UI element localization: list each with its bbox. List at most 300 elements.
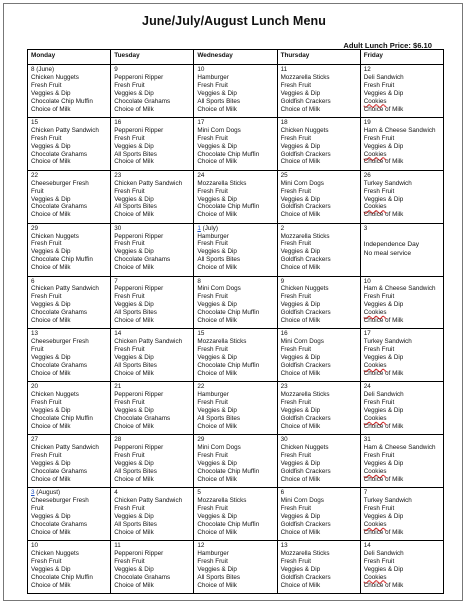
day-number: 20 [31,383,39,391]
menu-item: Pepperoni Ripper [114,549,164,557]
day-number: 2 [280,224,285,232]
menu-item: Choice of Milk [31,475,71,483]
menu-item: Veggies & Dip [197,459,237,467]
menu-item: Veggies & Dip [363,354,404,362]
day-number: 17 [363,330,371,338]
menu-item: Choice of Milk [31,528,71,536]
menu-item: Chocolate Grahams [31,203,87,211]
menu-item: Veggies & Dip [114,195,154,203]
menu-item: Fresh Fruit [197,452,228,460]
menu-item: Fresh Fruit [114,134,145,142]
menu-item: Veggies & Dip [280,142,321,150]
menu-item: Choice of Milk [363,475,404,483]
menu-day-cell [111,541,194,594]
menu-item: Mini Corn Dogs [280,497,324,505]
header-tuesday: Tuesday [111,50,194,65]
menu-item: Choice of Milk [114,264,154,272]
day-number: 10 [197,66,205,73]
menu-item: Fresh Fruit [280,187,312,195]
menu-item: Chocolate Chip Muffin [31,256,93,264]
menu-item: Choice of Milk [31,264,71,272]
day-number: 9 [280,277,285,285]
menu-item: Chicken Nuggets [31,232,79,240]
menu-item: Veggies & Dip [363,407,404,415]
menu-item: Fresh Fruit [363,399,395,407]
menu-day-cell [194,117,277,170]
menu-item: Fresh Fruit [114,293,145,301]
day-number: 31 [363,436,371,444]
menu-item: Veggies & Dip [31,459,71,467]
menu-item: Choice of Milk [114,369,154,377]
menu-item: Choice of Milk [114,317,154,325]
menu-item: Veggies & Dip [197,565,237,573]
menu-day-cell [28,117,111,170]
menu-item: Choice of Milk [280,422,321,430]
menu-item: Veggies & Dip [114,459,154,467]
menu-item: Ham & Cheese Sandwich [363,126,436,134]
menu-item: Deli Sandwich [363,391,404,399]
menu-item: Cookies [363,203,387,211]
day-number: 7 [363,489,368,497]
menu-day-cell [194,329,277,382]
menu-item: Cookies [363,573,387,581]
menu-day-cell [360,435,443,488]
menu-item: Fruit [31,187,44,195]
menu-item: Veggies & Dip [363,512,404,520]
menu-item: Veggies & Dip [363,565,404,573]
menu-item: Pepperoni Ripper [114,285,164,293]
menu-item: Ham & Cheese Sandwich [363,444,436,452]
day-number: 8 (June) [31,66,55,73]
menu-item: Goldfish Crackers [280,362,331,370]
menu-item: Cheeseburger Fresh [31,497,89,505]
day-number: 4 [114,489,118,497]
menu-item: Choice of Milk [114,581,154,589]
menu-item: Choice of Milk [363,211,404,219]
menu-item: Veggies & Dip [280,248,321,256]
page-title: June/July/August Lunch Menu [142,14,326,28]
menu-item: Choice of Milk [280,158,321,166]
menu-item: All Sports Bites [114,467,157,475]
day-number: 17 [197,118,205,126]
menu-item: Cookies [363,414,387,422]
menu-item: Choice of Milk [197,581,237,589]
menu-item: Choice of Milk [114,158,154,166]
menu-day-cell [277,541,360,594]
menu-item: Veggies & Dip [280,512,321,520]
day-number: 5 [197,489,201,497]
menu-item: Veggies & Dip [197,354,237,362]
menu-item: Fresh Fruit [31,293,62,301]
menu-day-cell [277,65,360,118]
menu-item: Choice of Milk [363,158,404,166]
day-number: 25 [280,171,288,179]
menu-item: Choice of Milk [114,105,154,113]
day-number: 11 [280,66,288,73]
menu-week-row [28,488,444,541]
menu-item: Veggies & Dip [31,565,71,573]
day-number: 22 [31,171,39,179]
menu-day-cell [194,488,277,541]
menu-item: Hamburger [197,391,229,399]
menu-day-cell [28,541,111,594]
menu-item: All Sports Bites [114,520,157,528]
menu-item: Chocolate Grahams [114,414,171,422]
day-number: 29 [31,224,39,232]
menu-week-row [28,170,444,223]
menu-item: Veggies & Dip [31,512,71,520]
menu-item: Cookies [363,520,387,528]
menu-item: Choice of Milk [197,158,237,166]
menu-day-cell [28,488,111,541]
menu-item: Deli Sandwich [363,549,404,557]
menu-item: Fruit [31,346,44,354]
day-number: 30 [114,224,122,232]
menu-item: Chicken Patty Sandwich [31,285,99,293]
menu-item: Veggies & Dip [31,248,71,256]
holiday-note: No meal service [363,249,412,257]
menu-item: Chicken Nuggets [280,285,329,293]
menu-item: Fresh Fruit [363,452,395,460]
menu-item: Choice of Milk [197,422,237,430]
menu-item: Fresh Fruit [280,399,312,407]
menu-item: Choice of Milk [280,264,321,272]
menu-item: Mozzarella Sticks [280,391,330,399]
menu-day-cell [277,382,360,435]
menu-item: Mozzarella Sticks [197,338,247,346]
menu-day-cell [111,65,194,118]
menu-item: Choice of Milk [280,211,321,219]
menu-day-cell [111,329,194,382]
day-number: 14 [114,330,122,338]
menu-item: Veggies & Dip [31,407,71,415]
menu-day-cell [111,488,194,541]
menu-item: Cookies [363,467,387,475]
menu-item: Choice of Milk [280,581,321,589]
menu-item: Veggies & Dip [363,459,404,467]
day-number: 3 [363,224,368,232]
menu-item: Fresh Fruit [363,81,395,89]
menu-week-row [28,65,444,118]
menu-week-row [28,329,444,382]
menu-item: Fresh Fruit [197,504,228,512]
day-number: 12 [363,66,371,73]
menu-item: Fresh Fruit [197,187,228,195]
menu-item: Chocolate Chip Muffin [31,97,93,105]
menu-day-cell [360,65,443,118]
menu-item: Mini Corn Dogs [197,285,241,293]
day-number: 28 [114,436,122,444]
menu-item: Mini Corn Dogs [280,179,324,187]
menu-item: Choice of Milk [31,422,71,430]
day-number: 13 [31,330,39,338]
menu-item: Choice of Milk [280,369,321,377]
menu-item: Pepperoni Ripper [114,232,164,240]
menu-item: Cheeseburger Fresh [31,338,89,346]
menu-item: Fresh Fruit [363,557,395,565]
menu-item: Choice of Milk [363,105,404,113]
menu-item: Fresh Fruit [280,293,312,301]
menu-day-cell [277,435,360,488]
menu-item: Chicken Nuggets [31,549,79,557]
menu-item: Fresh Fruit [197,81,228,89]
menu-day-cell [28,276,111,329]
menu-item: Chicken Patty Sandwich [114,338,183,346]
day-number: 26 [363,171,371,179]
menu-item: Choice of Milk [363,581,404,589]
day-number: 6 [31,277,35,285]
menu-item: Choice of Milk [197,475,237,483]
menu-item: Veggies & Dip [31,195,71,203]
menu-day-cell [277,329,360,382]
menu-item: Choice of Milk [114,422,154,430]
menu-item: Fresh Fruit [114,452,145,460]
menu-item: Fresh Fruit [31,399,62,407]
day-number: 12 [197,542,205,550]
menu-item: Goldfish Crackers [280,520,331,528]
menu-item: Ham & Cheese Sandwich [363,285,436,293]
menu-item: Fresh Fruit [197,557,228,565]
menu-item: Chocolate Chip Muffin [197,467,260,475]
menu-item: Chocolate Grahams [31,362,87,370]
day-number: 10 [31,542,39,550]
day-number: 10 [363,277,371,285]
menu-item: Veggies & Dip [197,512,237,520]
menu-item: Chocolate Grahams [31,520,87,528]
menu-item: Choice of Milk [31,317,71,325]
menu-item: Veggies & Dip [197,195,237,203]
day-number: 27 [31,436,39,444]
menu-item: Mozzarella Sticks [197,179,247,187]
menu-item: Choice of Milk [363,317,404,325]
menu-item: Pepperoni Ripper [114,391,164,399]
menu-item: Fresh Fruit [280,134,312,142]
menu-item: Fresh Fruit [114,504,145,512]
menu-item: Turkey Sandwich [363,497,412,505]
menu-item: Goldfish Crackers [280,150,331,158]
menu-item: Fresh Fruit [114,346,145,354]
menu-item: Goldfish Crackers [280,256,331,264]
menu-item: Fresh Fruit [31,240,62,248]
day-number: 3 (August) [31,489,61,497]
menu-day-cell [277,223,360,276]
menu-item: Choice of Milk [114,528,154,536]
menu-item: Fruit [31,504,44,512]
menu-item: Fresh Fruit [114,187,145,195]
menu-day-cell [28,223,111,276]
menu-day-cell [360,276,443,329]
menu-item: Chicken Nuggets [31,391,79,399]
menu-item: Chocolate Chip Muffin [197,203,260,211]
header-thursday: Thursday [277,50,360,65]
menu-item: Goldfish Crackers [280,467,331,475]
menu-item: Choice of Milk [197,105,237,113]
menu-day-cell [111,276,194,329]
menu-week-row [28,223,444,276]
menu-item: All Sports Bites [197,573,241,581]
menu-item: Choice of Milk [197,317,237,325]
menu-item: Chocolate Chip Muffin [197,362,260,370]
menu-item: Fresh Fruit [280,81,312,89]
menu-week-row [28,541,444,594]
menu-item: Chocolate Grahams [114,256,171,264]
menu-item: Veggies & Dip [31,142,71,150]
menu-item: Mozzarella Sticks [280,549,330,557]
menu-day-cell [28,435,111,488]
menu-item: Pepperoni Ripper [114,444,164,452]
menu-day-cell [111,435,194,488]
menu-item: Veggies & Dip [363,195,404,203]
menu-item: Cookies [363,97,387,105]
day-number: 8 [197,277,201,285]
menu-item: Turkey Sandwich [363,179,412,187]
menu-item: Veggies & Dip [363,301,404,309]
menu-day-cell [111,170,194,223]
menu-item: Choice of Milk [280,528,321,536]
menu-item: Choice of Milk [31,211,71,219]
menu-item: Veggies & Dip [114,565,154,573]
menu-item: Veggies & Dip [197,89,237,97]
menu-item: Fresh Fruit [31,452,62,460]
day-number: 13 [280,542,288,550]
menu-day-cell [360,170,443,223]
menu-item: Choice of Milk [280,317,321,325]
day-number: 16 [114,118,122,126]
menu-item: Chicken Nuggets [31,73,79,81]
menu-day-cell [277,488,360,541]
menu-item: Veggies & Dip [114,301,154,309]
day-number: 30 [280,436,288,444]
menu-day-cell [194,541,277,594]
menu-item: Fresh Fruit [363,134,395,142]
day-number: 6 [280,489,285,497]
menu-item: Veggies & Dip [197,301,237,309]
day-number: 15 [197,330,205,338]
menu-item: Fresh Fruit [114,81,145,89]
menu-item: Chicken Patty Sandwich [114,179,183,187]
menu-item: Fresh Fruit [280,240,312,248]
menu-item: Goldfish Crackers [280,97,331,105]
day-number: 24 [363,383,371,391]
menu-item: Fresh Fruit [197,134,228,142]
menu-day-cell [194,382,277,435]
menu-day-cell [360,329,443,382]
menu-item: Mozzarella Sticks [280,73,330,81]
menu-item: Veggies & Dip [114,512,154,520]
menu-item: Chocolate Chip Muffin [197,309,260,317]
menu-item: Hamburger [197,549,229,557]
menu-item: Fresh Fruit [197,346,228,354]
menu-item: Mini Corn Dogs [280,338,324,346]
menu-item: Fresh Fruit [363,187,395,195]
menu-item: Pepperoni Ripper [114,126,164,134]
menu-day-cell [194,65,277,118]
menu-item: Veggies & Dip [280,354,321,362]
menu-item: Fresh Fruit [197,293,228,301]
menu-item: Choice of Milk [280,475,321,483]
menu-item: Goldfish Crackers [280,573,331,581]
day-number: 15 [31,118,39,126]
menu-item: Veggies & Dip [114,142,154,150]
menu-item: Choice of Milk [31,158,71,166]
day-number: 19 [363,118,371,126]
menu-item: Fresh Fruit [363,504,395,512]
menu-item: Veggies & Dip [197,142,237,150]
day-number: 7 [114,277,118,285]
day-number: 23 [280,383,288,391]
menu-item: Fresh Fruit [280,504,312,512]
menu-item: All Sports Bites [114,362,157,370]
day-number: 21 [114,383,122,391]
menu-day-cell [360,488,443,541]
menu-item: Choice of Milk [31,369,71,377]
menu-item: Mozzarella Sticks [280,232,330,240]
menu-day-cell [28,170,111,223]
menu-item: Veggies & Dip [280,195,321,203]
menu-item: Cookies [363,362,387,370]
menu-day-cell [360,382,443,435]
menu-item: Choice of Milk [197,264,237,272]
menu-item: Fresh Fruit [280,452,312,460]
header-friday: Friday [360,50,443,65]
menu-item: Veggies & Dip [280,565,321,573]
menu-week-row [28,382,444,435]
menu-item: Cookies [363,150,387,158]
menu-item: Fresh Fruit [280,557,312,565]
menu-item: Chocolate Chip Muffin [197,150,260,158]
menu-item: Fresh Fruit [114,240,145,248]
menu-item: Veggies & Dip [280,459,321,467]
menu-item: Veggies & Dip [363,89,404,97]
menu-item: Mini Corn Dogs [197,126,241,134]
menu-item: Fresh Fruit [31,81,62,89]
menu-day-cell [194,435,277,488]
menu-item: Fresh Fruit [114,557,145,565]
menu-day-cell [194,276,277,329]
menu-item: Veggies & Dip [31,89,71,97]
menu-item: Veggies & Dip [197,248,237,256]
day-number: 24 [197,171,205,179]
menu-item: Fresh Fruit [197,240,228,248]
menu-item: Choice of Milk [363,422,404,430]
menu-item: Veggies & Dip [114,407,154,415]
menu-item: Chicken Nuggets [280,126,329,134]
menu-day-cell [277,276,360,329]
menu-item: Chocolate Grahams [114,97,171,105]
menu-day-cell [277,117,360,170]
menu-item: All Sports Bites [114,150,157,158]
menu-item: Chocolate Grahams [31,467,87,475]
header-wednesday: Wednesday [194,50,277,65]
weekday-header-row [28,50,444,65]
menu-day-cell [360,117,443,170]
menu-item: Chocolate Chip Muffin [31,414,93,422]
menu-item: Turkey Sandwich [363,338,412,346]
lunch-menu-table [27,49,444,594]
menu-day-cell [28,329,111,382]
holiday-note: Independence Day [363,240,420,248]
menu-item: Choice of Milk [280,105,321,113]
day-number: 23 [114,171,122,179]
day-number: 16 [280,330,288,338]
menu-item: Chocolate Chip Muffin [197,520,260,528]
menu-week-row [28,435,444,488]
menu-item: Goldfish Crackers [280,414,331,422]
menu-item: Veggies & Dip [31,301,71,309]
menu-item: Choice of Milk [197,369,237,377]
menu-item: Veggies & Dip [280,89,321,97]
day-number: 22 [197,383,205,391]
